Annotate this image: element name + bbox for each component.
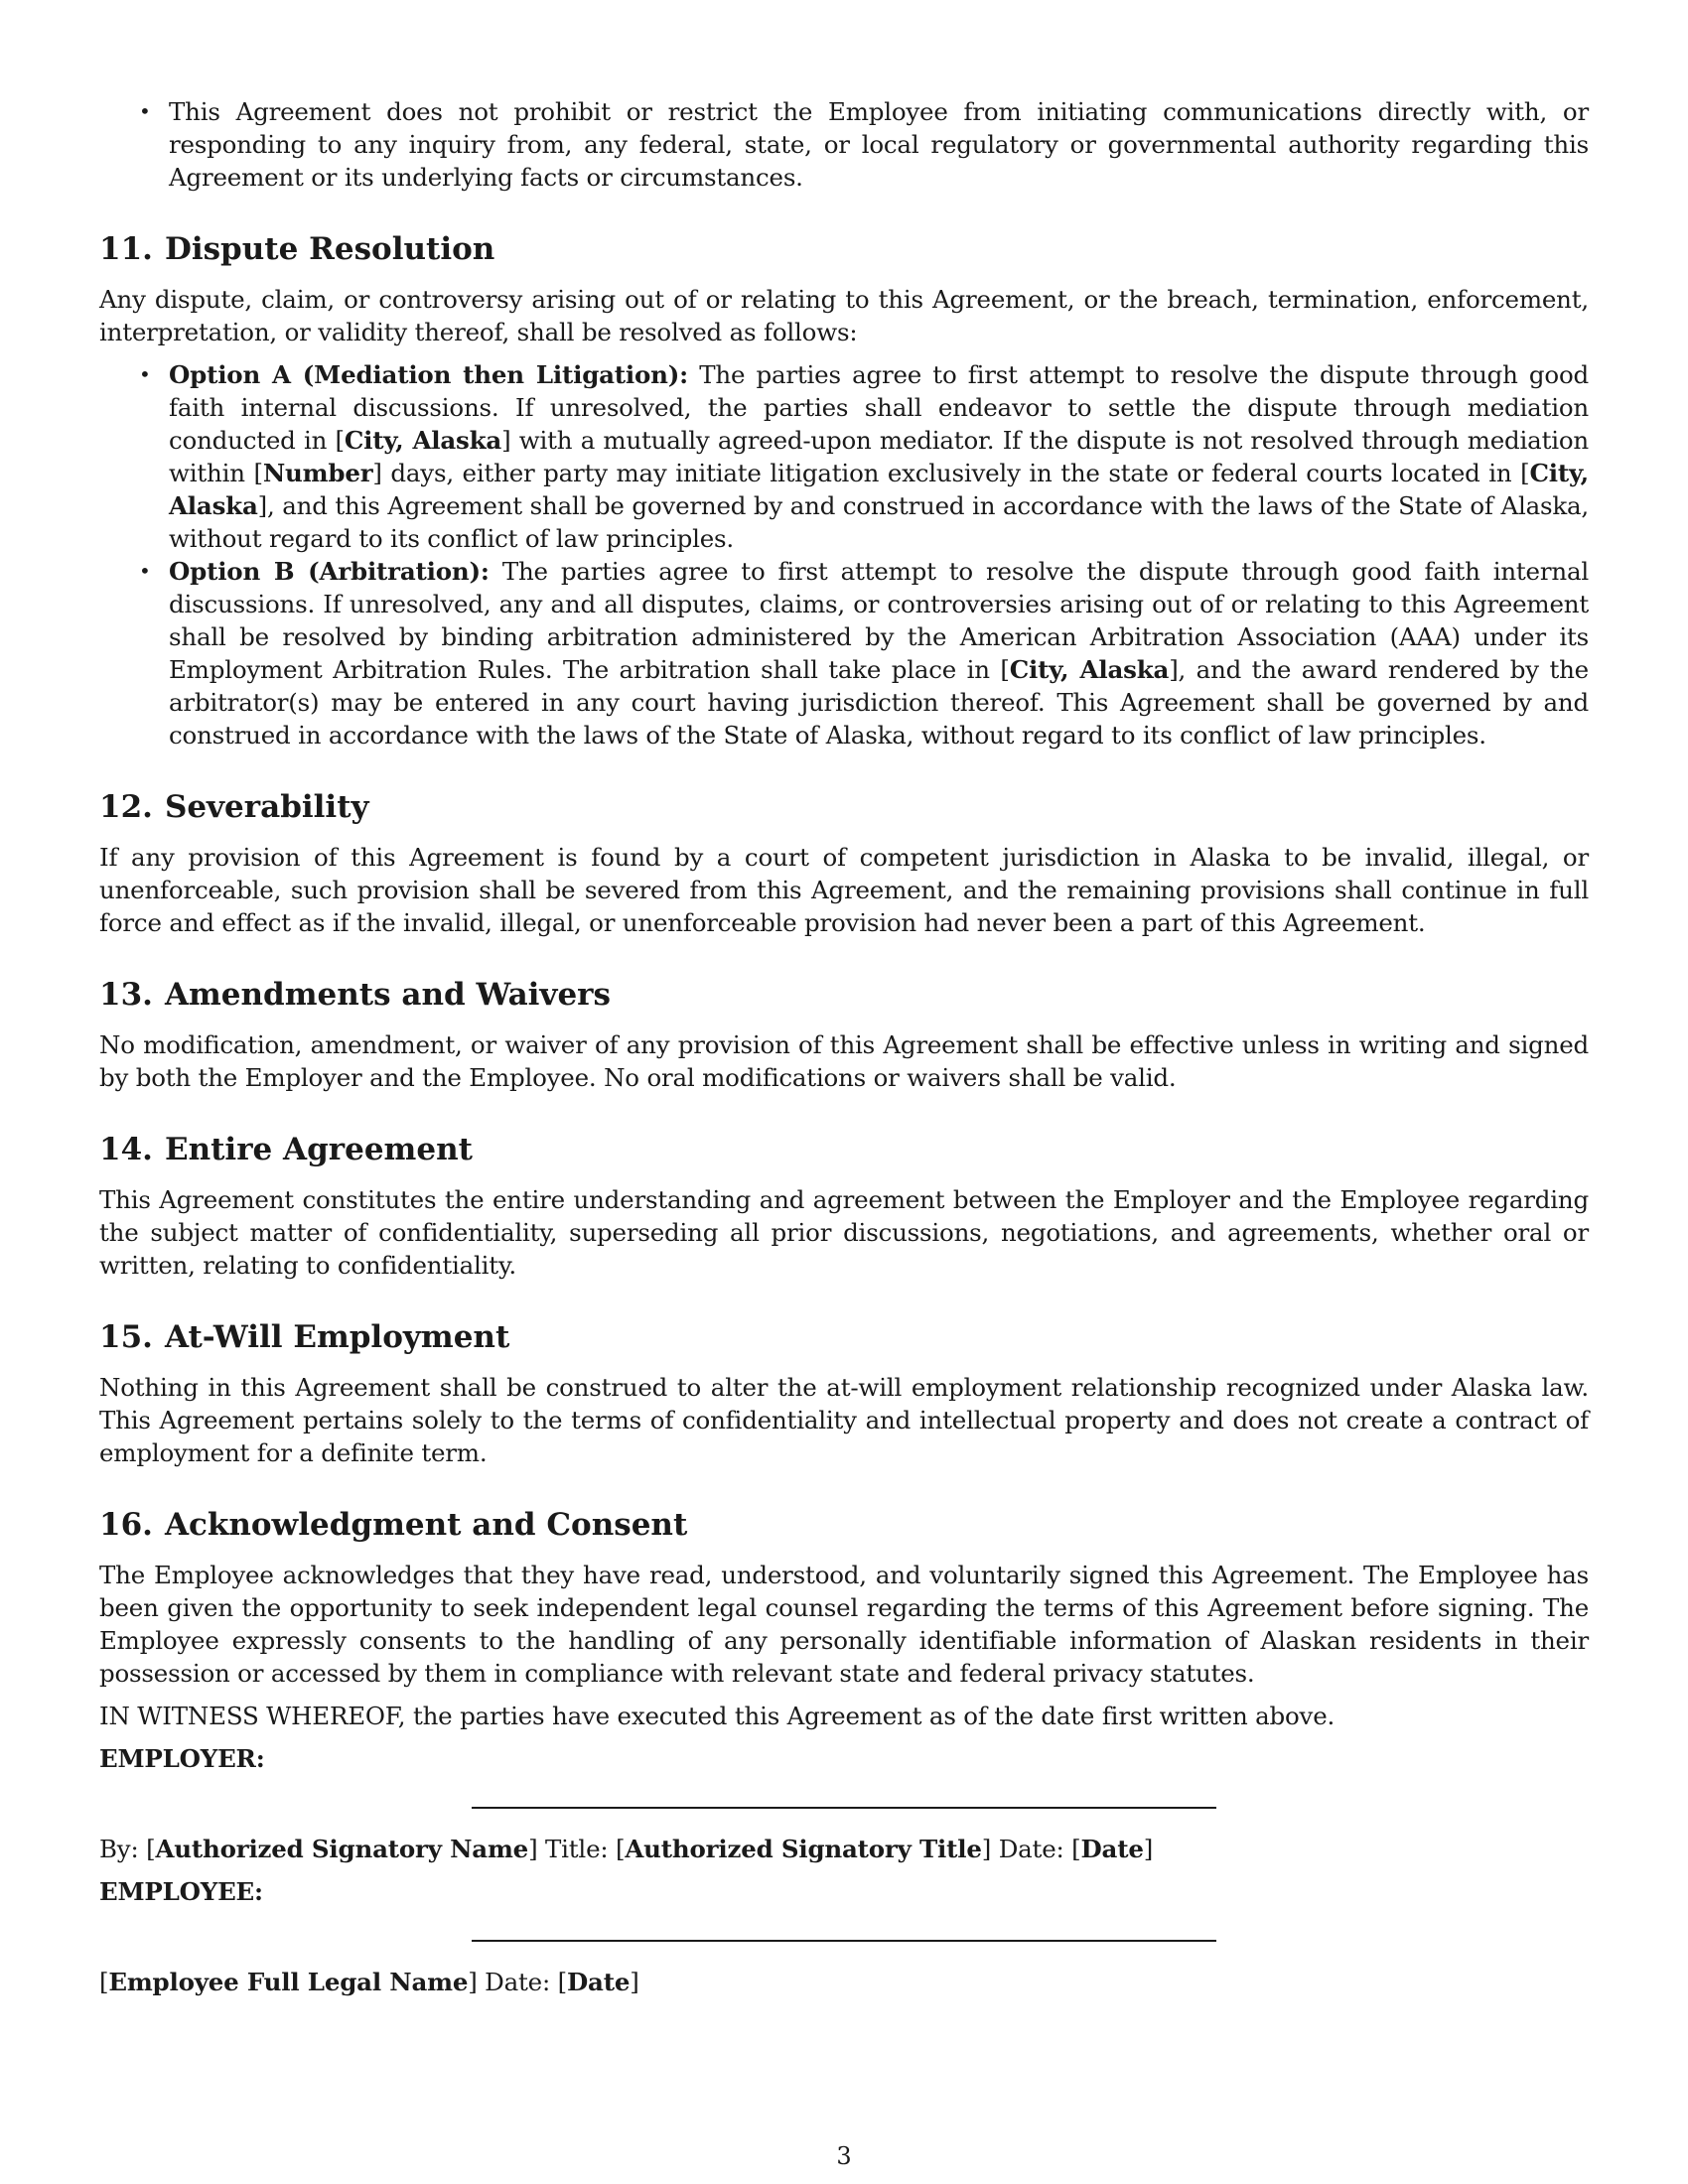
- section-heading-12: [99, 787, 1589, 827]
- date-placeholder: Date: [566, 1968, 631, 1996]
- number-placeholder: Number: [262, 459, 373, 487]
- section-heading-16: [99, 1505, 1589, 1545]
- employee-name-placeholder: Employee Full Legal Name: [108, 1968, 469, 1996]
- employer-signature-block: [99, 1833, 1589, 1865]
- section-title: Amendments and Waivers: [164, 977, 611, 1013]
- signatory-title-placeholder: Authorized Signatory Title: [625, 1835, 982, 1863]
- document-page: [99, 95, 1589, 2008]
- dispute-options-list: [99, 358, 1589, 751]
- section-title: Severability: [164, 789, 369, 825]
- witness-statement: IN WITNESS WHEREOF, the parties have executed this Agreement as of the date first written above.: [99, 1702, 1336, 1730]
- option-a-text: ], and this Agreement shall be governed by and construed in accordance with the laws of the State of Alaska, without regard to its conflict of law principles.: [169, 491, 1589, 553]
- employee-signature-block: [99, 1966, 1589, 1998]
- section-heading-15: [99, 1317, 1589, 1357]
- section-heading-11: [99, 229, 1589, 269]
- section-15-body: Nothing in this Agreement shall be construed to alter the at-will employment relationship recognized under Alaska law. This Agreement pertains solely to the terms of confidentiality and intellectual property and does not create a contract of employment for a definite term.: [99, 1373, 1589, 1467]
- section-title: Entire Agreement: [164, 1132, 473, 1167]
- employer-signature-line: [472, 1807, 1216, 1809]
- signatory-name-placeholder: Authorized Signatory Name: [155, 1835, 529, 1863]
- date-placeholder: Date: [1080, 1835, 1144, 1863]
- bracket-open: [: [99, 1968, 109, 1996]
- section-title: At-Will Employment: [164, 1319, 510, 1355]
- section-heading-14: [99, 1130, 1589, 1169]
- city-placeholder: City, Alaska: [1009, 655, 1170, 684]
- title-prefix: ] Title: [: [528, 1835, 626, 1863]
- employee-signature-line: [472, 1940, 1216, 1942]
- bullet-icon: •: [139, 559, 151, 583]
- list-item: [99, 95, 1589, 194]
- bracket-close: ]: [1143, 1835, 1154, 1863]
- section-number: 12.: [99, 789, 153, 825]
- bullet-icon: •: [139, 99, 151, 123]
- section-number: 16.: [99, 1507, 153, 1543]
- section-title: Dispute Resolution: [164, 231, 495, 267]
- section-heading-13: [99, 975, 1589, 1015]
- section-number: 15.: [99, 1319, 153, 1355]
- section-12-body: If any provision of this Agreement is found by a court of competent jurisdiction in Alaska to be invalid, illegal, or unenforceable, such provision shall be severed from this Agreement, and the remaining provisions shall continue in full force and effect as if the invalid, illegal, or unenforceable provision had never been a part of this Agreement.: [99, 843, 1589, 937]
- section-11-intro: Any dispute, claim, or controversy arising out of or relating to this Agreement, or the breach, termination, enforcement, interpretation, or validity thereof, shall be resolved as follows:: [99, 285, 1589, 346]
- section-14-body: This Agreement constitutes the entire understanding and agreement between the Employer and the Employee regarding the subject matter of confidentiality, superseding all prior discussions, negotiations, and agreements, whether oral or written, relating to confidentiality.: [99, 1185, 1589, 1280]
- city-placeholder: City, Alaska: [169, 459, 1589, 520]
- option-a-label: Option A (Mediation then Litigation):: [169, 360, 689, 389]
- option-b-text: ], and the award rendered by the arbitrator(s) may be entered in any court having jurisdiction thereof. This Agreement shall be governed by and construed in accordance with the laws of the State of Alaska, without regard to its conflict of law principles.: [169, 655, 1589, 750]
- option-b-label: Option B (Arbitration):: [169, 557, 490, 586]
- option-a-text: The parties agree to first attempt to resolve the dispute through good faith internal discussions. If unresolved, the parties shall endeavor to settle the dispute through mediation conducted in [: [169, 360, 1589, 455]
- bullet-icon: •: [139, 362, 151, 386]
- option-b-text: The parties agree to first attempt to resolve the dispute through good faith internal discussions. If unresolved, any and all disputes, claims, or controversies arising out of or relating to this Agreement shall be resolved by binding arbitration administered by the American Arbitration Association (AAA) under its Employment Arbitration Rules. The arbitration shall take place in [: [169, 557, 1589, 684]
- employee-label: EMPLOYEE:: [99, 1877, 263, 1906]
- option-a-text: ] days, either party may initiate litigation exclusively in the state or federal courts located in [: [372, 459, 1530, 487]
- employer-label: EMPLOYER:: [99, 1744, 265, 1773]
- intro-bullet-list: [99, 95, 1589, 194]
- page-number: 3: [836, 2142, 852, 2170]
- section-title: Acknowledgment and Consent: [164, 1507, 688, 1543]
- date-prefix: ] Date: [: [468, 1968, 567, 1996]
- section-number: 11.: [99, 231, 153, 267]
- bracket-close: ]: [630, 1968, 639, 1996]
- section-16-body: The Employee acknowledges that they have read, understood, and voluntarily signed this Agreement. The Employee has been given the opportunity to seek independent legal counsel regarding the terms of this Agreement before signing. The Employee expressly consents to the handling of any personally identifiable information of Alaskan residents in their possession or accessed by them in compliance with relevant state and federal privacy statutes.: [99, 1561, 1589, 1688]
- intro-bullet-text: This Agreement does not prohibit or restrict the Employee from initiating communications directly with, or responding to any inquiry from, any federal, state, or local regulatory or governmental authority regarding this Agreement or its underlying facts or circumstances.: [169, 97, 1589, 192]
- section-13-body: No modification, amendment, or waiver of any provision of this Agreement shall be effective unless in writing and signed by both the Employer and the Employee. No oral modifications or waivers shall be valid.: [99, 1030, 1589, 1092]
- option-a-item: [99, 358, 1589, 555]
- by-prefix: By: [: [99, 1835, 156, 1863]
- option-a-text: ] with a mutually agreed-upon mediator. If the dispute is not resolved through mediation within [: [169, 426, 1589, 487]
- section-number: 13.: [99, 977, 153, 1013]
- section-number: 14.: [99, 1132, 153, 1167]
- city-placeholder: City, Alaska: [344, 426, 502, 455]
- date-prefix: ] Date: [: [981, 1835, 1081, 1863]
- option-b-item: [99, 555, 1589, 751]
